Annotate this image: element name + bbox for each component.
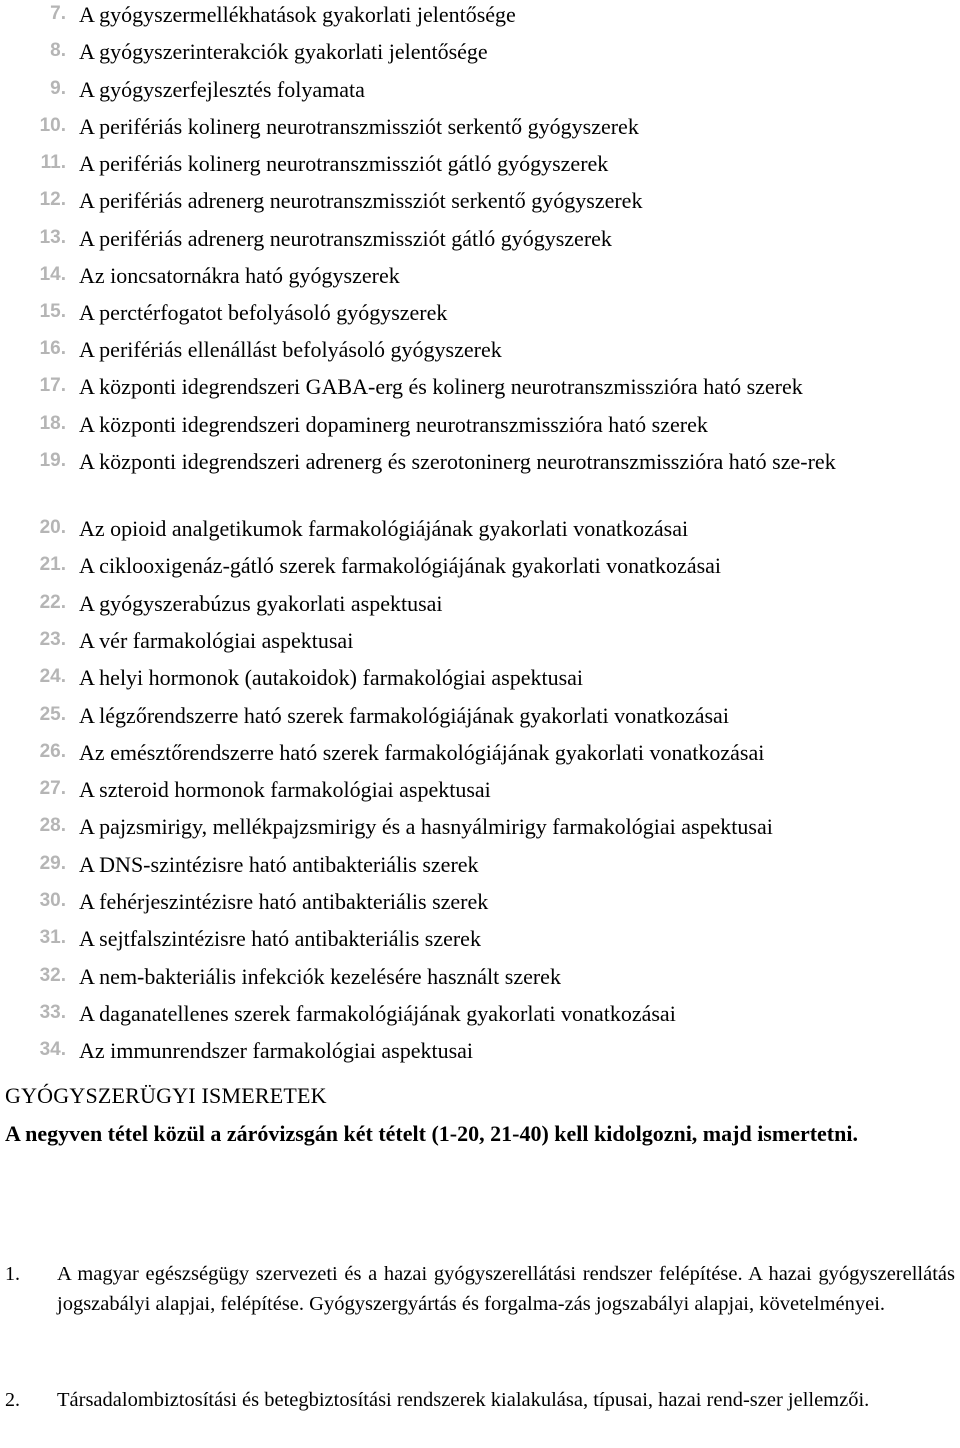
topic-number: 17. bbox=[39, 375, 66, 396]
topic-text: A gyógyszerinterakciók gyakorlati jelentősége bbox=[79, 39, 488, 64]
topic-item bbox=[0, 374, 960, 404]
topic-number: 33. bbox=[39, 1002, 66, 1023]
topic-number: 22. bbox=[39, 592, 66, 613]
exam-item-text: Társadalombiztosítási és betegbiztosítási rendszerek kialakulása, típusai, hazai rend-szer jellemzői. bbox=[57, 1389, 870, 1411]
topic-item bbox=[0, 740, 960, 770]
topic-item bbox=[0, 591, 960, 621]
topic-item bbox=[0, 852, 960, 882]
topic-number: 11. bbox=[40, 152, 66, 173]
section-heading: GYÓGYSZERÜGYI ISMERETEK bbox=[5, 1083, 327, 1108]
topic-text: Az emésztőrendszerre ható szerek farmakológiájának gyakorlati vonatkozásai bbox=[79, 740, 765, 765]
exam-item-number: 1. bbox=[5, 1263, 20, 1285]
topic-number: 34. bbox=[39, 1039, 66, 1060]
topic-number: 8. bbox=[50, 40, 66, 61]
topic-number: 30. bbox=[39, 890, 66, 911]
topic-item bbox=[0, 39, 960, 69]
topic-number: 31. bbox=[39, 927, 66, 948]
exam-instruction: A negyven tétel közül a záróvizsgán két tételt (1-20, 21-40) kell kidolgozni, majd ismertetni. bbox=[5, 1121, 858, 1146]
topic-item bbox=[0, 188, 960, 218]
topic-number: 12. bbox=[39, 189, 66, 210]
topic-text: A központi idegrendszeri adrenerg és szerotoninerg neurotranszmisszióra ható sze-rek bbox=[79, 449, 836, 474]
topic-text: A DNS-szintézisre ható antibakteriális szerek bbox=[79, 852, 479, 877]
topic-text: A ciklooxigenáz-gátló szerek farmakológiájának gyakorlati vonatkozásai bbox=[79, 553, 722, 578]
topic-text: A gyógyszerfejlesztés folyamata bbox=[79, 77, 365, 102]
topic-item bbox=[0, 926, 960, 956]
topic-number: 15. bbox=[39, 301, 66, 322]
topic-number: 20. bbox=[39, 517, 66, 538]
topic-item bbox=[0, 151, 960, 181]
topic-number: 24. bbox=[39, 666, 66, 687]
topic-text: A gyógyszerabúzus gyakorlati aspektusai bbox=[79, 591, 443, 616]
topic-text: A nem-bakteriális infekciók kezelésére használt szerek bbox=[79, 964, 561, 989]
topic-number: 7. bbox=[50, 3, 66, 24]
topic-item bbox=[0, 1038, 960, 1068]
topic-number: 27. bbox=[39, 778, 66, 799]
topic-number: 32. bbox=[39, 965, 66, 986]
topic-item bbox=[0, 114, 960, 144]
topic-item bbox=[0, 449, 960, 509]
topic-item bbox=[0, 516, 960, 546]
topic-item bbox=[0, 777, 960, 807]
topic-text: A perifériás adrenerg neurotranszmissziót serkentő gyógyszerek bbox=[79, 188, 643, 213]
topic-text: A központi idegrendszeri dopaminerg neurotranszmisszióra ható szerek bbox=[79, 412, 708, 437]
topic-item bbox=[0, 703, 960, 733]
topic-number: 18. bbox=[39, 413, 66, 434]
topic-text: A perifériás kolinerg neurotranszmissziót gátló gyógyszerek bbox=[79, 151, 609, 176]
topic-item bbox=[0, 2, 960, 32]
topic-item bbox=[0, 412, 960, 442]
topic-number: 21. bbox=[39, 554, 66, 575]
topic-text: A gyógyszermellékhatások gyakorlati jelentősége bbox=[79, 2, 516, 27]
topic-text: A sejtfalszintézisre ható antibakteriális szerek bbox=[79, 926, 481, 951]
topic-text: A szteroid hormonok farmakológiai aspektusai bbox=[79, 777, 491, 802]
topic-item bbox=[0, 553, 960, 583]
topic-item bbox=[0, 337, 960, 367]
topic-number: 26. bbox=[39, 741, 66, 762]
topic-item bbox=[0, 263, 960, 293]
topic-item bbox=[0, 77, 960, 107]
topic-number: 16. bbox=[39, 338, 66, 359]
topic-number: 19. bbox=[39, 450, 66, 471]
topic-number: 10. bbox=[39, 115, 66, 136]
topic-text: A fehérjeszintézisre ható antibakteriális szerek bbox=[79, 889, 489, 914]
topic-item bbox=[0, 300, 960, 330]
exam-item-text: A magyar egészségügy szervezeti és a hazai gyógyszerellátási rendszer felépítése. A hazai gyógyszerellátás jogszabályi alapjai, felépítése. Gyógyszergyártás és forgalma-zás jogszabályi alapjai, követelményei. bbox=[57, 1263, 955, 1315]
topic-text: A légzőrendszerre ható szerek farmakológiájának gyakorlati vonatkozásai bbox=[79, 703, 729, 728]
topic-text: A vér farmakológiai aspektusai bbox=[79, 628, 354, 653]
topic-number: 23. bbox=[39, 629, 66, 650]
topic-text: A daganatellenes szerek farmakológiájának gyakorlati vonatkozásai bbox=[79, 1001, 676, 1026]
topic-number: 13. bbox=[39, 227, 66, 248]
topic-number: 25. bbox=[39, 704, 66, 725]
topic-text: A perifériás adrenerg neurotranszmissziót gátló gyógyszerek bbox=[79, 226, 612, 251]
topic-number: 29. bbox=[39, 853, 66, 874]
topic-number: 9. bbox=[50, 78, 66, 99]
topic-text: A perctérfogatot befolyásoló gyógyszerek bbox=[79, 300, 448, 325]
topic-item bbox=[0, 889, 960, 919]
topic-text: A helyi hormonok (autakoidok) farmakológiai aspektusai bbox=[79, 665, 584, 690]
topic-item bbox=[0, 964, 960, 994]
topic-item bbox=[0, 1001, 960, 1031]
topic-text: A pajzsmirigy, mellékpajzsmirigy és a hasnyálmirigy farmakológiai aspektusai bbox=[79, 814, 773, 839]
topic-text: Az opioid analgetikumok farmakológiájának gyakorlati vonatkozásai bbox=[79, 516, 689, 541]
topic-text: A központi idegrendszeri GABA-erg és kolinerg neurotranszmisszióra ható szerek bbox=[79, 374, 803, 399]
topic-item bbox=[0, 628, 960, 658]
topic-text: Az immunrendszer farmakológiai aspektusai bbox=[79, 1038, 474, 1063]
topic-item bbox=[0, 814, 960, 844]
topic-text: A perifériás ellenállást befolyásoló gyógyszerek bbox=[79, 337, 502, 362]
topic-number: 14. bbox=[39, 264, 66, 285]
topic-number: 28. bbox=[39, 815, 66, 836]
topic-item bbox=[0, 226, 960, 256]
topic-item bbox=[0, 665, 960, 695]
exam-item-number: 2. bbox=[5, 1389, 20, 1411]
topic-text: Az ioncsatornákra ható gyógyszerek bbox=[79, 263, 400, 288]
topic-text: A perifériás kolinerg neurotranszmissziót serkentő gyógyszerek bbox=[79, 114, 639, 139]
